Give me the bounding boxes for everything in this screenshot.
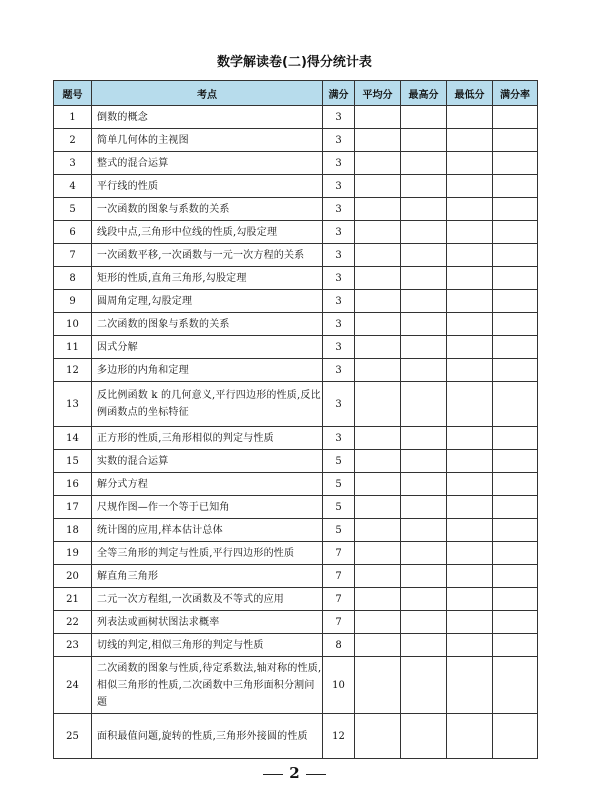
- header-lowest: 最低分: [447, 81, 493, 106]
- full-rate-cell: [493, 221, 538, 244]
- lowest-cell: [447, 473, 493, 496]
- highest-cell: [401, 634, 447, 657]
- average-cell: [355, 267, 401, 290]
- highest-cell: [401, 129, 447, 152]
- dash-right: [306, 774, 326, 775]
- question-number-cell: 2: [54, 129, 92, 152]
- table-row: [54, 565, 538, 588]
- question-number-cell: 16: [54, 473, 92, 496]
- dash-left: [263, 774, 283, 775]
- table-row: [54, 244, 538, 267]
- average-cell: [355, 450, 401, 473]
- topic-cell: 多边形的内角和定理: [92, 359, 323, 382]
- topic-cell: 解分式方程: [92, 473, 323, 496]
- topic-cell: 因式分解: [92, 336, 323, 359]
- full-score-cell: 3: [323, 198, 355, 221]
- highest-cell: [401, 152, 447, 175]
- average-cell: [355, 542, 401, 565]
- full-rate-cell: [493, 336, 538, 359]
- highest-cell: [401, 313, 447, 336]
- full-score-cell: 7: [323, 611, 355, 634]
- full-rate-cell: [493, 382, 538, 427]
- lowest-cell: [447, 313, 493, 336]
- question-number-cell: 21: [54, 588, 92, 611]
- lowest-cell: [447, 657, 493, 714]
- table-row: [54, 290, 538, 313]
- average-cell: [355, 519, 401, 542]
- topic-cell: 整式的混合运算: [92, 152, 323, 175]
- question-number-cell: 22: [54, 611, 92, 634]
- full-rate-cell: [493, 565, 538, 588]
- table-row: [54, 611, 538, 634]
- table-row: [54, 634, 538, 657]
- highest-cell: [401, 473, 447, 496]
- topic-cell: 尺规作图—作一个等于已知角: [92, 496, 323, 519]
- full-rate-cell: [493, 267, 538, 290]
- average-cell: [355, 588, 401, 611]
- full-rate-cell: [493, 198, 538, 221]
- average-cell: [355, 290, 401, 313]
- full-score-cell: 7: [323, 588, 355, 611]
- table-row: [54, 198, 538, 221]
- full-score-cell: 3: [323, 336, 355, 359]
- topic-cell: 切线的判定,相似三角形的判定与性质: [92, 634, 323, 657]
- full-rate-cell: [493, 519, 538, 542]
- question-number-cell: 13: [54, 382, 92, 427]
- full-score-cell: 5: [323, 473, 355, 496]
- question-number-cell: 6: [54, 221, 92, 244]
- topic-cell: 面积最值问题,旋转的性质,三角形外接圆的性质: [92, 714, 323, 759]
- header-full-score: 满分: [323, 81, 355, 106]
- question-number-cell: 15: [54, 450, 92, 473]
- question-number-cell: 4: [54, 175, 92, 198]
- topic-cell: 二元一次方程组,一次函数及不等式的应用: [92, 588, 323, 611]
- topic-cell: 倒数的概念: [92, 106, 323, 129]
- table-row: [54, 588, 538, 611]
- topic-cell: 矩形的性质,直角三角形,勾股定理: [92, 267, 323, 290]
- lowest-cell: [447, 427, 493, 450]
- topic-cell: 一次函数的图象与系数的关系: [92, 198, 323, 221]
- average-cell: [355, 198, 401, 221]
- full-rate-cell: [493, 427, 538, 450]
- full-rate-cell: [493, 313, 538, 336]
- header-full-rate: 满分率: [493, 81, 538, 106]
- highest-cell: [401, 427, 447, 450]
- page-title: 数学解读卷(二)得分统计表: [217, 55, 372, 70]
- full-score-cell: 12: [323, 714, 355, 759]
- average-cell: [355, 336, 401, 359]
- lowest-cell: [447, 542, 493, 565]
- table-row: [54, 657, 538, 714]
- question-number-cell: 1: [54, 106, 92, 129]
- average-cell: [355, 565, 401, 588]
- full-score-cell: 5: [323, 519, 355, 542]
- average-cell: [355, 496, 401, 519]
- average-cell: [355, 152, 401, 175]
- highest-cell: [401, 359, 447, 382]
- full-score-cell: 3: [323, 313, 355, 336]
- page-number-footer: [0, 764, 589, 782]
- lowest-cell: [447, 267, 493, 290]
- question-number-cell: 8: [54, 267, 92, 290]
- average-cell: [355, 106, 401, 129]
- lowest-cell: [447, 565, 493, 588]
- question-number-cell: 3: [54, 152, 92, 175]
- average-cell: [355, 129, 401, 152]
- highest-cell: [401, 714, 447, 759]
- header-highest: 最高分: [401, 81, 447, 106]
- full-rate-cell: [493, 714, 538, 759]
- lowest-cell: [447, 588, 493, 611]
- highest-cell: [401, 290, 447, 313]
- full-rate-cell: [493, 657, 538, 714]
- average-cell: [355, 473, 401, 496]
- question-number-cell: 23: [54, 634, 92, 657]
- lowest-cell: [447, 106, 493, 129]
- full-score-cell: 10: [323, 657, 355, 714]
- lowest-cell: [447, 198, 493, 221]
- highest-cell: [401, 496, 447, 519]
- full-score-cell: 7: [323, 565, 355, 588]
- topic-cell: 统计图的应用,样本估计总体: [92, 519, 323, 542]
- highest-cell: [401, 336, 447, 359]
- lowest-cell: [447, 244, 493, 267]
- highest-cell: [401, 175, 447, 198]
- highest-cell: [401, 198, 447, 221]
- lowest-cell: [447, 152, 493, 175]
- lowest-cell: [447, 175, 493, 198]
- full-score-cell: 8: [323, 634, 355, 657]
- table-row: [54, 313, 538, 336]
- highest-cell: [401, 657, 447, 714]
- lowest-cell: [447, 221, 493, 244]
- highest-cell: [401, 588, 447, 611]
- topic-cell: 实数的混合运算: [92, 450, 323, 473]
- full-score-cell: 5: [323, 450, 355, 473]
- question-number-cell: 5: [54, 198, 92, 221]
- full-rate-cell: [493, 129, 538, 152]
- average-cell: [355, 313, 401, 336]
- lowest-cell: [447, 519, 493, 542]
- topic-cell: 解直角三角形: [92, 565, 323, 588]
- full-rate-cell: [493, 450, 538, 473]
- average-cell: [355, 359, 401, 382]
- topic-cell: 列表法或画树状图法求概率: [92, 611, 323, 634]
- lowest-cell: [447, 450, 493, 473]
- highest-cell: [401, 542, 447, 565]
- question-number-cell: 24: [54, 657, 92, 714]
- full-score-cell: 5: [323, 496, 355, 519]
- table-row: [54, 473, 538, 496]
- question-number-cell: 10: [54, 313, 92, 336]
- highest-cell: [401, 244, 447, 267]
- full-rate-cell: [493, 496, 538, 519]
- highest-cell: [401, 565, 447, 588]
- average-cell: [355, 611, 401, 634]
- lowest-cell: [447, 129, 493, 152]
- question-number-cell: 17: [54, 496, 92, 519]
- table-row: [54, 106, 538, 129]
- lowest-cell: [447, 496, 493, 519]
- full-rate-cell: [493, 290, 538, 313]
- topic-cell: 平行线的性质: [92, 175, 323, 198]
- full-score-cell: 3: [323, 129, 355, 152]
- average-cell: [355, 221, 401, 244]
- full-score-cell: 3: [323, 175, 355, 198]
- full-score-cell: 3: [323, 290, 355, 313]
- table-row: [54, 519, 538, 542]
- question-number-cell: 9: [54, 290, 92, 313]
- table-row: [54, 267, 538, 290]
- topic-cell: 简单几何体的主视图: [92, 129, 323, 152]
- lowest-cell: [447, 634, 493, 657]
- full-rate-cell: [493, 152, 538, 175]
- lowest-cell: [447, 611, 493, 634]
- full-rate-cell: [493, 473, 538, 496]
- topic-cell: 二次函数的图象与系数的关系: [92, 313, 323, 336]
- question-number-cell: 18: [54, 519, 92, 542]
- table-row: [54, 175, 538, 198]
- topic-cell: 全等三角形的判定与性质,平行四边形的性质: [92, 542, 323, 565]
- highest-cell: [401, 611, 447, 634]
- highest-cell: [401, 519, 447, 542]
- average-cell: [355, 175, 401, 198]
- lowest-cell: [447, 290, 493, 313]
- topic-cell: 二次函数的图象与性质,待定系数法,轴对称的性质,相似三角形的性质,二次函数中三角形面积分割问题: [92, 657, 323, 714]
- highest-cell: [401, 450, 447, 473]
- table-row: [54, 496, 538, 519]
- full-score-cell: 3: [323, 382, 355, 427]
- table-header-row: [54, 81, 538, 106]
- page-number: 2: [289, 764, 300, 782]
- average-cell: [355, 382, 401, 427]
- topic-cell: 一次函数平移,一次函数与一元一次方程的关系: [92, 244, 323, 267]
- full-score-cell: 3: [323, 106, 355, 129]
- average-cell: [355, 427, 401, 450]
- full-rate-cell: [493, 588, 538, 611]
- question-number-cell: 14: [54, 427, 92, 450]
- lowest-cell: [447, 714, 493, 759]
- table-row: [54, 382, 538, 427]
- lowest-cell: [447, 359, 493, 382]
- full-rate-cell: [493, 611, 538, 634]
- lowest-cell: [447, 382, 493, 427]
- topic-cell: 圆周角定理,勾股定理: [92, 290, 323, 313]
- question-number-cell: 11: [54, 336, 92, 359]
- full-rate-cell: [493, 359, 538, 382]
- highest-cell: [401, 221, 447, 244]
- topic-cell: 反比例函数 k 的几何意义,平行四边形的性质,反比例函数点的坐标特征: [92, 382, 323, 427]
- question-number-cell: 20: [54, 565, 92, 588]
- average-cell: [355, 657, 401, 714]
- highest-cell: [401, 382, 447, 427]
- table-row: [54, 221, 538, 244]
- topic-cell: 线段中点,三角形中位线的性质,勾股定理: [92, 221, 323, 244]
- full-rate-cell: [493, 634, 538, 657]
- full-rate-cell: [493, 542, 538, 565]
- lowest-cell: [447, 336, 493, 359]
- table-row: [54, 336, 538, 359]
- full-score-cell: 3: [323, 427, 355, 450]
- highest-cell: [401, 267, 447, 290]
- header-average: 平均分: [355, 81, 401, 106]
- full-score-cell: 3: [323, 221, 355, 244]
- table-row: [54, 359, 538, 382]
- question-number-cell: 19: [54, 542, 92, 565]
- table-row: [54, 450, 538, 473]
- question-number-cell: 12: [54, 359, 92, 382]
- average-cell: [355, 244, 401, 267]
- full-score-cell: 3: [323, 152, 355, 175]
- header-topic: 考点: [92, 81, 323, 106]
- average-cell: [355, 634, 401, 657]
- full-score-cell: 3: [323, 267, 355, 290]
- full-score-cell: 3: [323, 244, 355, 267]
- question-number-cell: 25: [54, 714, 92, 759]
- table-row: [54, 152, 538, 175]
- table-row: [54, 427, 538, 450]
- score-table: [53, 80, 538, 759]
- full-rate-cell: [493, 106, 538, 129]
- highest-cell: [401, 106, 447, 129]
- full-score-cell: 3: [323, 359, 355, 382]
- topic-cell: 正方形的性质,三角形相似的判定与性质: [92, 427, 323, 450]
- table-row: [54, 542, 538, 565]
- full-score-cell: 7: [323, 542, 355, 565]
- average-cell: [355, 714, 401, 759]
- full-rate-cell: [493, 175, 538, 198]
- header-question-no: 题号: [54, 81, 92, 106]
- table-row: [54, 714, 538, 759]
- table-row: [54, 129, 538, 152]
- question-number-cell: 7: [54, 244, 92, 267]
- full-rate-cell: [493, 244, 538, 267]
